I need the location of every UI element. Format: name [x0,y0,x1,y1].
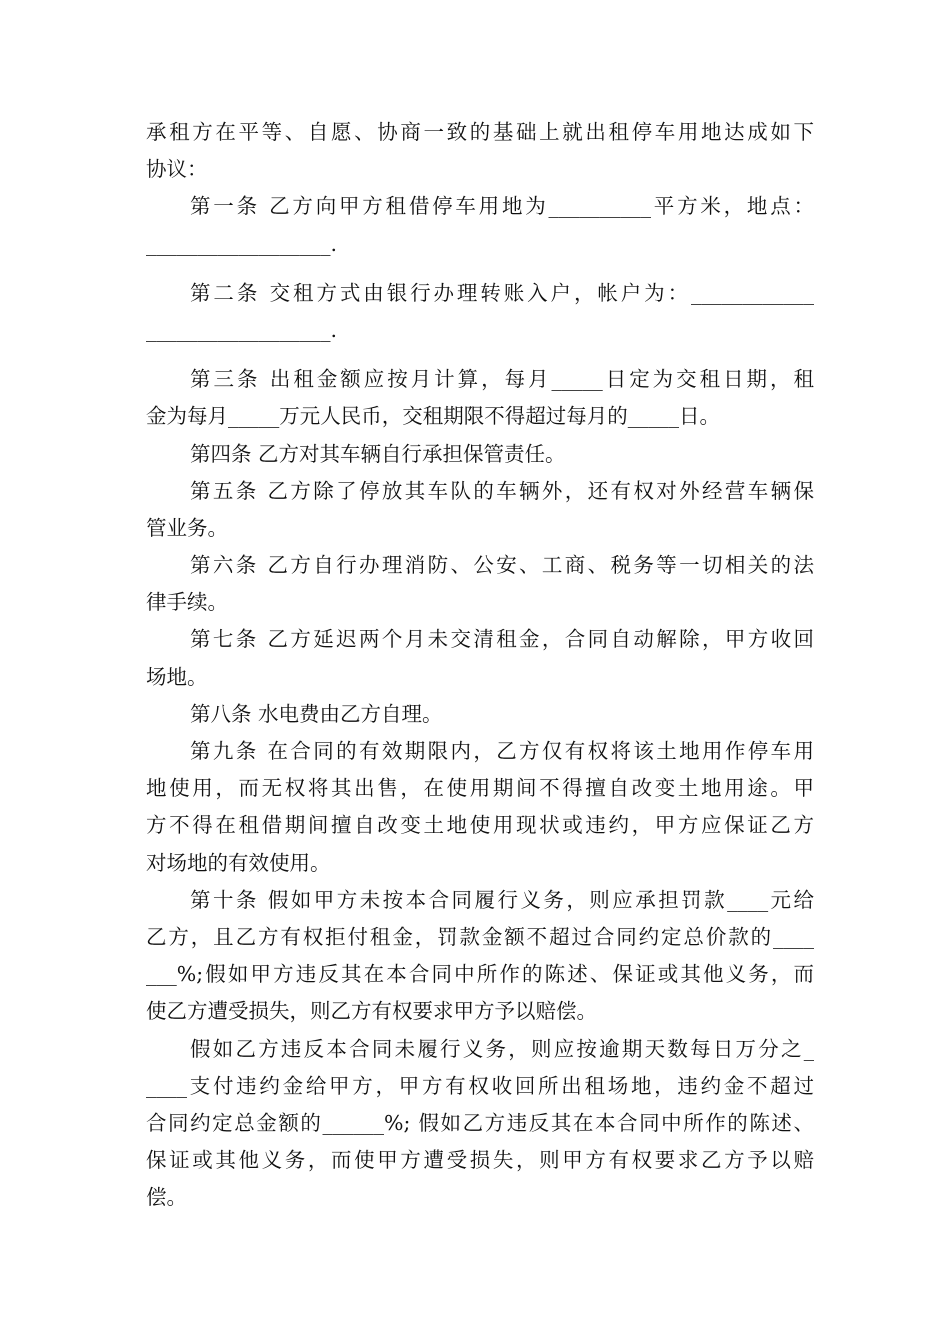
document-text-line: __________________. [146,231,338,256]
document-text-line: __________________. [146,317,338,342]
document-text-line: 场地。 [146,664,208,689]
document-text-line: ____支付违约金给甲方，甲方有权收回所出租场地，违约金不超过 [146,1073,814,1098]
document-text-line: 假如乙方违反本合同未履行义务，则应按逾期天数每日万分之_ [190,1036,814,1061]
document-text-line: 第三条 出租金额应按月计算，每月_____日定为交租日期，租 [190,367,814,392]
document-text-line: 第十条 假如甲方未按本合同履行义务，则应承担罚款____元给 [190,887,814,912]
document-text-line: 地使用，而无权将其出售，在使用期间不得擅自改变土地用途。甲 [146,776,814,801]
document-text-line: 第七条 乙方延迟两个月未交清租金，合同自动解除，甲方收回 [190,627,814,652]
document-text-line: 承租方在平等、自愿、协商一致的基础上就出租停车用地达成如下 [146,120,814,144]
document-text-line: 乙方，且乙方有权拒付租金，罚款金额不超过合同约定总价款的____ [146,924,814,949]
contract-text-body [146,114,814,1216]
document-text-line: 第四条 乙方对其车辆自行承担保管责任。 [190,441,566,466]
document-text-line: 管业务。 [146,515,228,540]
document-text-line: 对场地的有效使用。 [146,850,331,875]
document-text-line: ___%;假如甲方违反其在本合同中所作的陈述、保证或其他义务，而 [146,962,814,987]
document-text-line: 第五条 乙方除了停放其车队的车辆外，还有权对外经营车辆保 [190,478,814,503]
document-text-line: 使乙方遭受损失，则乙方有权要求甲方予以赔偿。 [146,999,597,1024]
document-text-line: 协议： [146,157,208,182]
document-text-line: 金为每月_____万元人民币，交租期限不得超过每月的_____日。 [146,404,720,429]
document-text-line: 合同约定总金额的______%; 假如乙方违反其在本合同中所作的陈述、 [146,1110,814,1135]
document-text-line: 保证或其他义务，而使甲方遭受损失，则甲方有权要求乙方予以赔 [146,1148,814,1173]
document-text-line: 偿。 [146,1185,187,1210]
document-text-line: 律手续。 [146,590,228,615]
document-text-line: 方不得在租借期间擅自改变土地使用现状或违约，甲方应保证乙方 [146,813,814,838]
document-text-line: 第一条 乙方向甲方租借停车用地为__________平方米，地点： [190,194,814,219]
document-text-line: 第九条 在合同的有效期限内，乙方仅有权将该土地用作停车用 [190,739,814,763]
document-text-line: 第六条 乙方自行办理消防、公安、工商、税务等一切相关的法 [190,553,814,578]
document-text-line: 第八条 水电费由乙方自理。 [190,701,443,726]
document-text-line: 第二条 交租方式由银行办理转账入户，帐户为：____________ [190,280,814,305]
